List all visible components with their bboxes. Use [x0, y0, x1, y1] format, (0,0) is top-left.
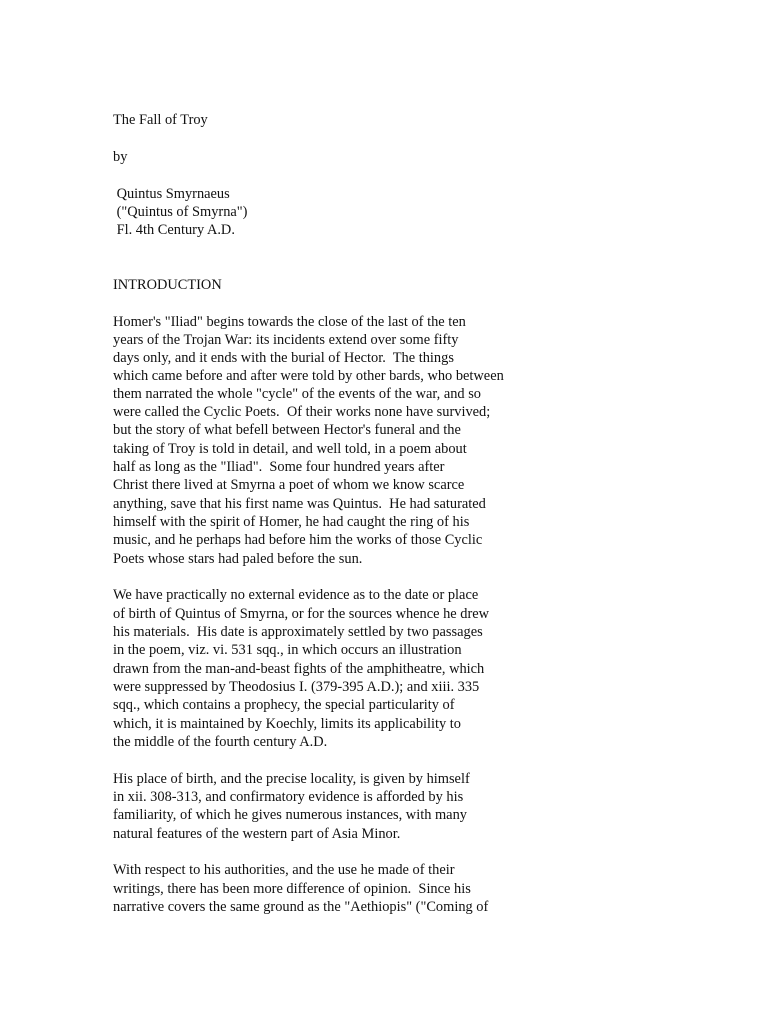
paragraph-1-line: them narrated the whole "cycle" of the events of the war, and so — [113, 386, 482, 402]
paragraph-1-line: but the story of what befell between Hector's funeral and the — [113, 422, 461, 438]
paragraph-4-line: With respect to his authorities, and the use he made of their — [113, 862, 455, 878]
paragraph-1-line: were called the Cyclic Poets. Of their works none have survived; — [113, 404, 491, 420]
paragraph-2-line: in the poem, viz. vi. 531 sqq., in which occurs an illustration — [113, 642, 462, 658]
paragraph-1-line: himself with the spirit of Homer, he had caught the ring of his — [113, 514, 470, 530]
paragraph-2-line: of birth of Quintus of Smyrna, or for the sources whence he drew — [113, 606, 490, 622]
paragraph-2-line: his materials. His date is approximately settled by two passages — [113, 624, 483, 640]
author-period: Fl. 4th Century A.D. — [113, 222, 235, 238]
paragraph-3-line: His place of birth, and the precise locality, is given by himself — [113, 771, 470, 787]
paragraph-4-line: narrative covers the same ground as the "Aethiopis" ("Coming of — [113, 899, 489, 915]
paragraph-3-line: natural features of the western part of Asia Minor. — [113, 826, 401, 842]
paragraph-2-line: were suppressed by Theodosius I. (379-395 A.D.); and xiii. 335 — [113, 679, 480, 695]
paragraph-2-line: drawn from the man-and-beast fights of the amphitheatre, which — [113, 661, 485, 677]
paragraph-4-line: writings, there has been more difference of opinion. Since his — [113, 881, 471, 897]
author-name: Quintus Smyrnaeus — [113, 186, 230, 202]
section-heading: INTRODUCTION — [113, 277, 222, 293]
document-title: The Fall of Troy — [113, 112, 208, 128]
paragraph-1-line: Poets whose stars had paled before the sun. — [113, 551, 363, 567]
paragraph-3-line: familiarity, of which he gives numerous instances, with many — [113, 807, 467, 823]
author-alt-name: ("Quintus of Smyrna") — [113, 204, 248, 220]
paragraph-1-line: Homer's "Iliad" begins towards the close of the last of the ten — [113, 314, 466, 330]
paragraph-1-line: which came before and after were told by other bards, who between — [113, 368, 504, 384]
paragraph-1-line: taking of Troy is told in detail, and well told, in a poem about — [113, 441, 467, 457]
paragraph-2-line: sqq., which contains a prophecy, the special particularity of — [113, 697, 455, 713]
paragraph-2-line: We have practically no external evidence as to the date or place — [113, 587, 479, 603]
paragraph-1-line: music, and he perhaps had before him the works of those Cyclic — [113, 532, 483, 548]
paragraph-1-line: anything, save that his first name was Quintus. He had saturated — [113, 496, 486, 512]
paragraph-1-line: years of the Trojan War: its incidents extend over some fifty — [113, 332, 459, 348]
paragraph-1-line: Christ there lived at Smyrna a poet of whom we know scarce — [113, 477, 465, 493]
paragraph-2-line: which, it is maintained by Koechly, limits its applicability to — [113, 716, 461, 732]
byline: by — [113, 149, 128, 165]
paragraph-2-line: the middle of the fourth century A.D. — [113, 734, 328, 750]
paragraph-1-line: half as long as the "Iliad". Some four hundred years after — [113, 459, 445, 475]
paragraph-1-line: days only, and it ends with the burial of Hector. The things — [113, 350, 454, 366]
paragraph-3-line: in xii. 308-313, and confirmatory evidence is afforded by his — [113, 789, 464, 805]
